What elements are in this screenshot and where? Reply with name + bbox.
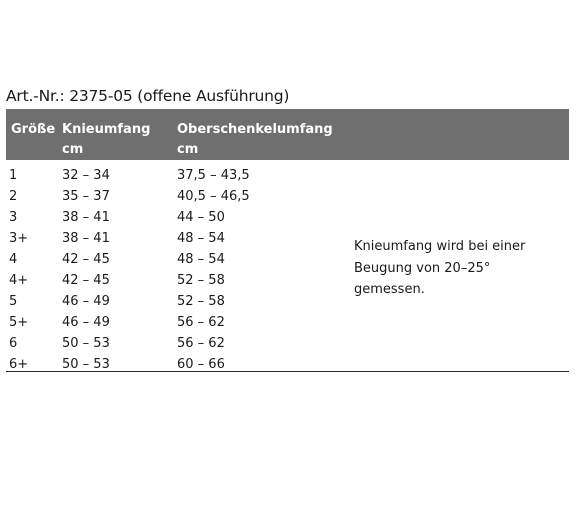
table-row [6, 207, 569, 228]
table-row [6, 186, 569, 207]
header-size [11, 120, 55, 140]
table-row [6, 354, 569, 375]
cell-size: 5 [9, 294, 18, 309]
header-knee-label: Knieumfang [62, 122, 151, 137]
cell-knee: 32 – 34 [62, 168, 110, 183]
cell-thigh: 52 – 58 [177, 273, 225, 288]
cell-knee: 50 – 53 [62, 357, 110, 372]
table-row [6, 165, 569, 186]
cell-thigh: 48 – 54 [177, 252, 225, 267]
cell-size: 5+ [9, 315, 29, 330]
header-size-label: Größe [11, 122, 56, 137]
table-row [6, 333, 569, 354]
cell-knee: 46 – 49 [62, 294, 110, 309]
cell-size: 4+ [9, 273, 29, 288]
cell-knee: 46 – 49 [62, 315, 110, 330]
table-row [6, 312, 569, 333]
note-line: Beugung von 20–25° [354, 260, 491, 276]
cell-thigh: 60 – 66 [177, 357, 225, 372]
cell-knee: 50 – 53 [62, 336, 110, 351]
size-table [6, 109, 569, 372]
cell-thigh: 48 – 54 [177, 231, 225, 246]
cell-knee: 42 – 45 [62, 273, 110, 288]
header-thigh-label: Oberschenkelumfang [177, 122, 333, 137]
measurement-note [354, 236, 554, 301]
header-thigh [177, 120, 333, 160]
cell-knee: 38 – 41 [62, 231, 110, 246]
cell-thigh: 56 – 62 [177, 315, 225, 330]
cell-size: 2 [9, 189, 18, 204]
cell-thigh: 40,5 – 46,5 [177, 189, 250, 204]
cell-size: 6+ [9, 357, 29, 372]
cell-knee: 38 – 41 [62, 210, 110, 225]
cell-thigh: 52 – 58 [177, 294, 225, 309]
cell-knee: 42 – 45 [62, 252, 110, 267]
cell-size: 3 [9, 210, 18, 225]
page-title: Art.-Nr.: 2375-05 (offene Ausführung) [6, 87, 290, 105]
header-knee-unit: cm [62, 142, 84, 157]
cell-thigh: 44 – 50 [177, 210, 225, 225]
cell-thigh: 56 – 62 [177, 336, 225, 351]
cell-thigh: 37,5 – 43,5 [177, 168, 250, 183]
cell-size: 4 [9, 252, 18, 267]
cell-size: 6 [9, 336, 18, 351]
header-thigh-unit: cm [177, 142, 199, 157]
cell-size: 1 [9, 168, 18, 183]
note-line: Knieumfang wird bei einer [354, 239, 526, 254]
cell-knee: 35 – 37 [62, 189, 110, 204]
header-knee [62, 120, 150, 160]
note-line: gemessen. [354, 282, 425, 297]
cell-size: 3+ [9, 231, 29, 246]
table-header [6, 109, 569, 160]
